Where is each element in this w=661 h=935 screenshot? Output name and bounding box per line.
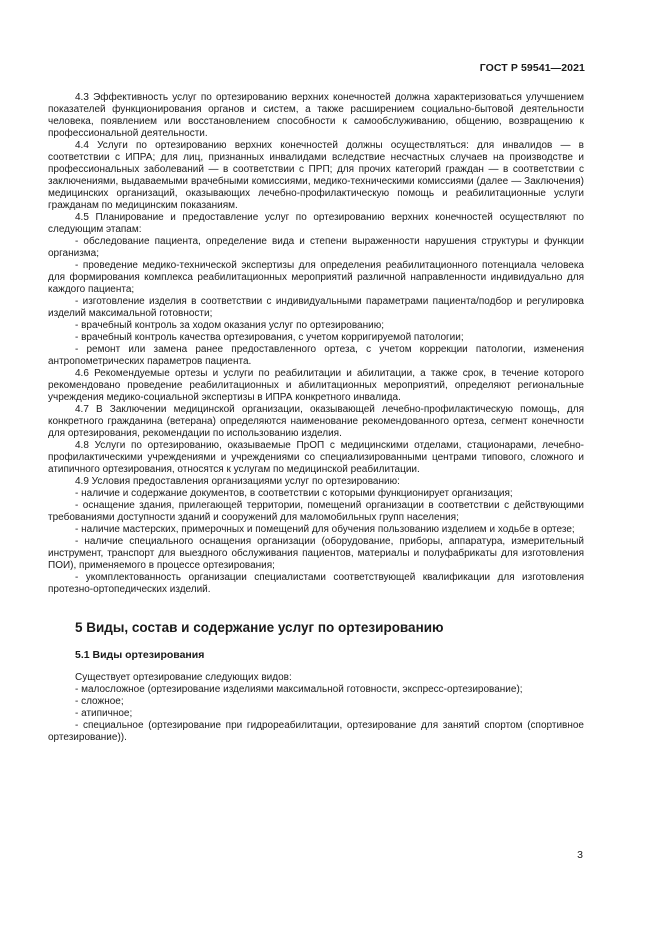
page-number: 3 — [577, 849, 583, 861]
list-item: - обследование пациента, определение вида и степени выраженности нарушения структуры и функции организма; — [48, 236, 584, 259]
paragraph-4-5: 4.5 Планирование и предоставление услуг по ортезированию верхних конечностей осуществляют по следующим этапам: — [48, 212, 584, 235]
section-5-1-body — [48, 672, 584, 744]
list-item: - малосложное (ортезирование изделиями максимальной готовности, экспресс-ортезирование); — [75, 684, 523, 695]
list-item: - оснащение здания, прилегающей территории, помещений организации в соответствии с действующими требованиями доступности зданий и сооружений для маломобильных групп населения; — [48, 500, 584, 523]
list-item: - наличие мастерских, примерочных и помещений для обучения пользованию изделием и ходьбе в ортезе; — [75, 524, 575, 535]
list-item: - врачебный контроль качества ортезирования, с учетом корригируемой патологии; — [75, 332, 464, 343]
subsection-5-1-heading: 5.1 Виды ортезирования — [75, 649, 205, 661]
paragraph-4-7: 4.7 В Заключении медицинской организации, оказывающей лечебно-профилактическую помощь, для конкретного гражданина (ветерана) определяются наименование рекомендованного ортеза, сегмент конечности для ортезирования, рекомендации по использованию изделия. — [48, 404, 584, 439]
list-item: - наличие и содержание документов, в соответствии с которыми функционирует организация; — [75, 488, 513, 499]
list-item: - врачебный контроль за ходом оказания услуг по ортезированию; — [75, 320, 384, 331]
list-item: - ремонт или замена ранее предоставленного ортеза, с учетом коррекции патологии, изменения антропометрических параметров пациента. — [48, 344, 584, 367]
list-item: - проведение медико-технической экспертизы для определения реабилитационного потенциала человека для формирования комплекса реабилитационных мероприятий различной направленности индивидуально для каждого пациента; — [48, 260, 584, 295]
paragraph-4-8: 4.8 Услуги по ортезированию, оказываемые ПрОП с медицинскими отделами, стационарами, лечебно-профилактическими учреждениями и учреждениями со специализированными центрами типового, сложного и атипичного ортезирования, относятся к услугам по медицинской реабилитации. — [48, 440, 584, 475]
paragraph-4-3: 4.3 Эффективность услуг по ортезированию верхних конечностей должна характеризоваться улучшением показателей функционирования органов и систем, а также расширением социально-бытовой деятельности человека, появлением или восстановлением способности к самообслуживанию, общению, возвращению к профессиональной деятельности. — [48, 92, 584, 139]
section-5-heading: 5 Виды, состав и содержание услуг по ортезированию — [75, 620, 444, 635]
list-item: - изготовление изделия в соответствии с индивидуальными параметрами пациента/подбор и регулировка изделий максимальной готовности; — [48, 296, 584, 319]
list-item: - укомплектованность организации специалистами соответствующей квалификации для изготовления протезно-ортопедических изделий. — [48, 572, 584, 595]
list-item: - специальное (ортезирование при гидрореабилитации, ортезирование для занятий спортом (спортивное ортезирование)). — [48, 720, 584, 743]
list-item: - атипичное; — [75, 708, 133, 719]
list-item: - сложное; — [75, 696, 124, 707]
paragraph-4-6: 4.6 Рекомендуемые ортезы и услуги по реабилитации и абилитации, а также срок, в течение которого рекомендовано проведение реабилитационных и абилитационных мероприятий, определяют региональные учреждения медико-социальной экспертизы в ИПРА конкретного инвалида. — [48, 368, 584, 403]
list-item: - наличие специального оснащения организации (оборудование, приборы, аппаратура, измерительный инструмент, транспорт для выездного обслуживания пациентов, материалы и полуфабрикаты для изготовления ПОИ), применяемого в процессе ортезирования; — [48, 536, 584, 571]
paragraph-intro: Существует ортезирование следующих видов: — [75, 672, 292, 683]
paragraph-4-9: 4.9 Условия предоставления организациями услуг по ортезированию: — [75, 476, 400, 487]
page-content — [48, 92, 584, 744]
paragraph-4-4: 4.4 Услуги по ортезированию верхних конечностей должны осуществляться: для инвалидов — в соответствии с ИПРА; для лиц, признанных инвалидами вследствие несчастных случаев на производстве и профессиональных заболеваний — в соответствии с ПРП; для прочих категорий граждан — в соответствии с заключениями, выдаваемыми врачебными комиссиями, медико-техническими комиссиями (далее — Заключения) медицинских организаций, оказывающих лечебно-профилактическую помощь и реабилитационные услуги гражданам по медицинским показаниям. — [48, 140, 584, 211]
section-4-body — [48, 92, 584, 596]
spacer — [48, 661, 584, 672]
standard-header: ГОСТ Р 59541—2021 — [479, 62, 585, 74]
